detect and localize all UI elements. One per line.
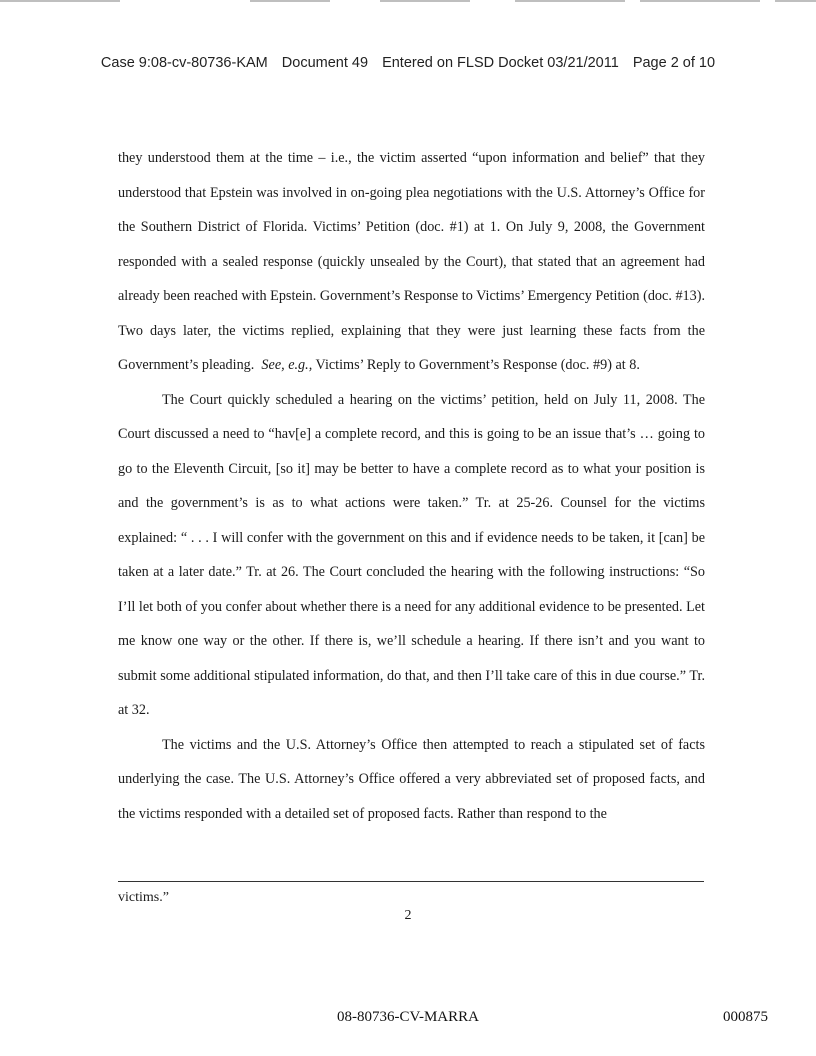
footnote-divider (118, 881, 704, 882)
paragraph-1-end: Victims’ Reply to Government’s Response (doc. #9) at 8. (315, 357, 640, 373)
docket-header (0, 55, 816, 71)
bates-case-number: 08-80736-CV-MARRA (337, 1009, 479, 1025)
paragraph-1-text: they understood them at the time – i.e., the victim asserted “upon information and belief” that they understood that Epstein was involved in on-going plea negotiations with the U.S. Attorney’s Office for the Southern District of Florida. Victims’ Petition (doc. #1) at 1. On July 9, 2008, the Government responded with a sealed response (quickly unsealed by the Court), that stated that an agreement had already been reached with Epstein. Government’s Response to Victims’ Emergency Petition (doc. #13). Two days later, the victims replied, explaining that they were just learning these facts from the Government’s pleading. (118, 150, 705, 373)
page-count: Page 2 of 10 (632, 55, 716, 71)
scan-edge-artifact (0, 0, 816, 14)
docket-entry-date: Entered on FLSD Docket 03/21/2011 (382, 55, 619, 71)
document-body (118, 141, 705, 831)
case-number: Case 9:08-cv-80736-KAM (100, 55, 268, 71)
citation-signal: See, e.g., (261, 357, 313, 373)
paragraph-2: The Court quickly scheduled a hearing on the victims’ petition, held on July 11, 2008. The Court discussed a need to “hav[e] a complete record, and this is going to be an issue that’s … going to go to the Eleventh Circuit, [so it] may be better to have a complete record as to what your position is and the government’s is as to what actions were taken.” Tr. at 25-26. Counsel for the victims explained: “ . . . I will confer with the government on this and if evidence needs to be taken, it [can] be taken at a later date.” Tr. at 26. The Court concluded the hearing with the following instructions: “So I’ll let both of you confer about whether there is a need for any additional evidence to be presented. Let me know one way or the other. If there is, we’ll schedule a hearing. If there isn’t and you want to submit some additional stipulated information, do that, and then I’ll take care of this in due course.” Tr. at 32. (118, 391, 705, 718)
paragraph-3: The victims and the U.S. Attorney’s Office then attempted to reach a stipulated set of facts underlying the case. The U.S. Attorney’s Office offered a very abbreviated set of proposed facts, and the victims responded with a detailed set of proposed facts. Rather than respond to the (118, 736, 705, 822)
paragraph-1 (118, 141, 705, 383)
document-number: Document 49 (281, 55, 369, 71)
page-number: 2 (404, 908, 412, 923)
bates-number: 000875 (723, 1009, 768, 1025)
footnote-text: victims.” (118, 890, 169, 905)
